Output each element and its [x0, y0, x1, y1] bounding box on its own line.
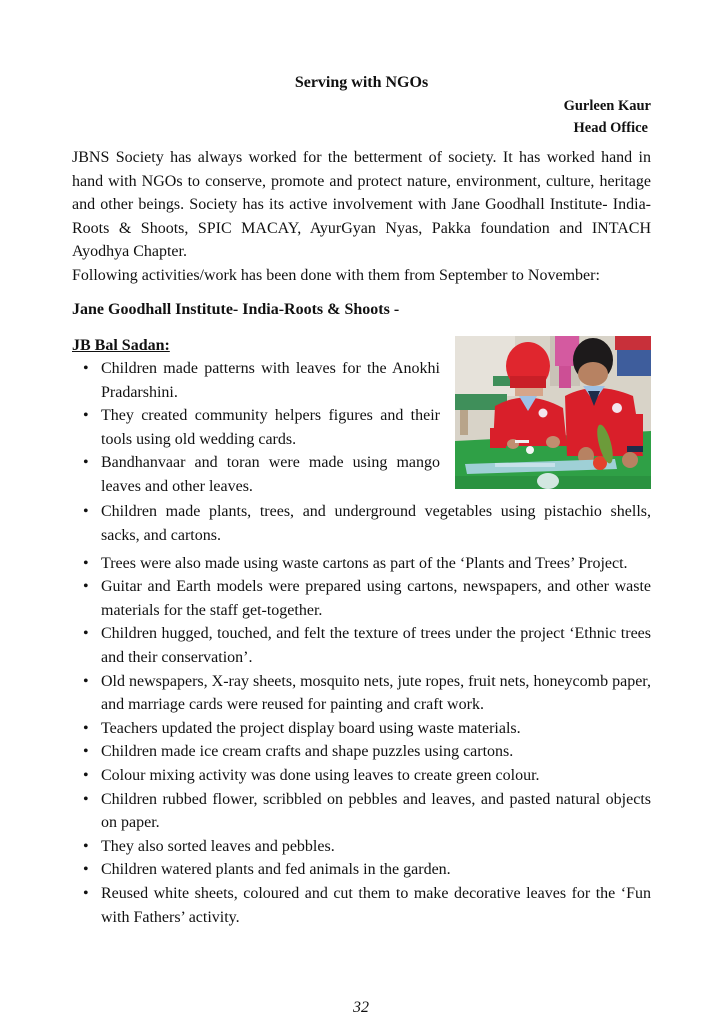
list-item: • Trees were also made using waste cartons as part of the ‘Plants and Trees’ Project.: [72, 552, 651, 576]
intro-paragraph: JBNS Society has always worked for the betterment of society. It has worked hand in hand with NGOs to conserve, promote and protect nature, environment, culture, heritage and other beings. Society has its active involvement with Jane Goodhall Institute- India-Roots & Shoots, SPIC MACAY, AyurGyan Nyas, Pakka foundation and INTACH Ayodhya Chapter.: [72, 149, 651, 261]
list-item: • Children made plants, trees, and underground vegetables using pistachio shells, sacks, and cartons.: [72, 500, 651, 547]
author-office: Head Office: [573, 120, 648, 136]
list-item: • Children made ice cream crafts and shape puzzles using cartons.: [72, 740, 651, 764]
list-item: • Colour mixing activity was done using leaves to create green colour.: [72, 764, 651, 788]
list-item: • Guitar and Earth models were prepared using cartons, newspapers, and other waste materials for the staff get-together.: [72, 575, 651, 622]
list-item: • Bandhanvaar and toran were made using mango leaves and other leaves.: [72, 451, 440, 498]
activities-list: [72, 500, 651, 929]
subheading-jb-bal-sadan: JB Bal Sadan:: [72, 337, 170, 354]
list-item: • Teachers updated the project display board using waste materials.: [72, 717, 651, 741]
activities-list-beside-photo: [72, 357, 440, 499]
list-item: • Reused white sheets, coloured and cut them to make decorative leaves for the ‘Fun with Fathers’ activity.: [72, 882, 651, 929]
section-heading-jane-goodhall: Jane Goodhall Institute- India-Roots & Shoots -: [72, 301, 400, 318]
following-activities-text: Following activities/work has been done with them from September to November:: [72, 267, 600, 284]
page-number: 32: [353, 999, 369, 1016]
author-block: [564, 95, 651, 139]
photo-children-craft-activity-icon: [455, 336, 651, 489]
list-item: • Old newspapers, X-ray sheets, mosquito nets, jute ropes, fruit nets, honeycomb paper, and marriage cards were reused for painting and craft work.: [72, 670, 651, 717]
list-item: • Children hugged, touched, and felt the texture of trees under the project ‘Ethnic trees and their conservation’.: [72, 622, 651, 669]
list-item: • They created community helpers figures and their tools using old wedding cards.: [72, 404, 440, 451]
page-title: Serving with NGOs: [294, 74, 429, 91]
list-item: • Children made patterns with leaves for the Anokhi Pradarshini.: [72, 357, 440, 404]
list-item: • Children watered plants and fed animals in the garden.: [72, 858, 651, 882]
list-item: • Children rubbed flower, scribbled on pebbles and leaves, and pasted natural objects on paper.: [72, 788, 651, 835]
author-name: Gurleen Kaur: [563, 98, 651, 114]
list-item: • They also sorted leaves and pebbles.: [72, 835, 651, 859]
